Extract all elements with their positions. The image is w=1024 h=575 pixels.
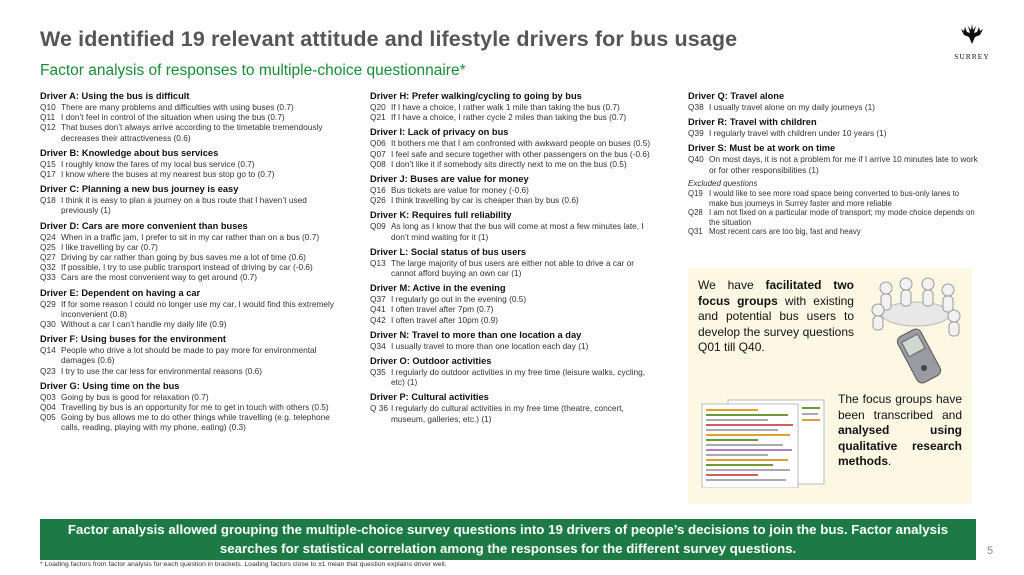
driver-title: Driver G: Using time on the bus	[40, 380, 180, 391]
question-number: Q30	[40, 319, 56, 330]
question-number: Q11	[40, 112, 56, 123]
question-text: I regularly go out in the evening (0.5)	[391, 294, 527, 305]
question-item	[370, 221, 660, 241]
question-text: Cars are the most convenient way to get around (0.7)	[61, 272, 258, 283]
driver-title: Driver P: Cultural activities	[370, 392, 489, 403]
driver-title: Driver B: Knowledge about bus services	[40, 147, 219, 158]
driver-title: Driver D: Cars are more convenient than buses	[40, 220, 248, 231]
driver-block	[40, 183, 340, 215]
slide-title: We identified 19 relevant attitude and lifestyle drivers for bus usage	[40, 27, 738, 51]
question-number: Q23	[40, 365, 56, 376]
question-text: Driving by car rather than going by bus saves me a lot of time (0.6)	[61, 252, 306, 263]
question-number: Q13	[370, 257, 386, 268]
driver-title: Driver S: Must be at work on time	[688, 143, 836, 154]
question-item	[370, 149, 660, 159]
driver-block	[40, 147, 340, 179]
question-number: Q33	[40, 272, 56, 283]
question-item	[40, 252, 340, 262]
driver-title: Driver E: Dependent on having a car	[40, 287, 201, 298]
transcription-text-a: The focus groups have been transcribed and	[838, 392, 962, 422]
question-number: Q34	[370, 340, 386, 351]
driver-title: Driver M: Active in the evening	[370, 283, 506, 294]
question-text: There are many problems and difficulties with using buses (0.7)	[61, 102, 294, 112]
question-item	[688, 154, 978, 174]
question-number: Q40	[688, 154, 704, 165]
university-logo	[950, 22, 994, 61]
meeting-people-icon	[866, 274, 964, 386]
question-item	[40, 232, 340, 242]
question-number: Q10	[40, 102, 56, 112]
question-text: On most days, it is not a problem for me if I arrive 10 minutes late to work or for other responsibilities (1)	[709, 154, 978, 175]
question-number: Q28	[688, 208, 703, 218]
driver-block	[40, 220, 340, 283]
question-number: Q37	[370, 294, 386, 305]
focus-group-text-a: We have	[698, 278, 766, 292]
driver-block	[688, 90, 978, 112]
question-text: The large majority of bus users are either not able to drive a car or cannot afford buying an own car (1)	[391, 257, 635, 279]
drivers-list	[688, 90, 978, 175]
question-item	[40, 159, 340, 169]
question-text: I roughly know the fares of my local bus service (0.7)	[61, 158, 255, 169]
question-text: That buses don’t always arrive according to the timetable tremendously decreases their attractiveness (0.6)	[61, 122, 323, 143]
question-text: Going by bus is good for relaxation (0.7)	[61, 391, 209, 402]
question-number: Q17	[40, 169, 56, 180]
question-item	[370, 195, 660, 205]
question-text: I regularly travel with children under 10 years (1)	[709, 128, 887, 139]
driver-title: Driver O: Outdoor activities	[370, 356, 492, 367]
question-text: If possible, I try to use public transport instead of driving by car (-0.6)	[61, 262, 313, 273]
question-item	[40, 392, 340, 402]
question-item	[370, 258, 660, 278]
question-item	[40, 169, 340, 179]
question-item	[688, 208, 978, 227]
question-item	[688, 128, 978, 138]
question-item	[40, 195, 340, 215]
question-text: I don’t feel in control of the situation when using the bus (0.7)	[61, 112, 285, 123]
driver-title: Driver F: Using buses for the environment	[40, 334, 226, 345]
question-text: Bus tickets are value for money (-0.6)	[391, 185, 529, 196]
question-item	[40, 262, 340, 272]
question-number: Q14	[40, 345, 56, 356]
driver-block	[40, 333, 340, 376]
question-item	[370, 102, 660, 112]
question-text: Most recent cars are too big, fast and heavy	[709, 227, 861, 237]
focus-group-text-b: facilitated two focus groups	[698, 278, 854, 308]
question-number: Q06	[370, 138, 386, 149]
question-number: Q16	[370, 185, 386, 196]
focus-group-text-c: with existing and potential bus users to develop the survey questions Q01 till Q40.	[698, 293, 854, 355]
question-text: As long as I know that the bus will come at most a few minutes late, I don’t mind waiting for it (1)	[391, 221, 644, 242]
question-item	[370, 294, 660, 304]
question-item	[688, 102, 978, 112]
question-item	[40, 366, 340, 376]
question-number: Q04	[40, 402, 56, 413]
transcription-text	[838, 392, 962, 470]
question-text: I often travel after 10pm (0.9)	[391, 314, 498, 325]
question-text: If I have a choice, I rather walk 1 mile than taking the bus (0.7)	[391, 102, 620, 112]
focus-group-panel	[688, 268, 972, 504]
excluded-list	[688, 189, 978, 237]
question-text: Going by bus allows me to do other things while travelling (e.g. telephone calls, reading, playing with my phone, eating) (0.3)	[61, 412, 330, 433]
transcription-text-c: .	[888, 454, 892, 469]
question-number: Q35	[370, 367, 386, 378]
question-item	[40, 299, 340, 319]
question-text: I would like to see more road space being converted to bus-only lanes to make bus journeys in Surrey faster and more reliable	[709, 189, 960, 208]
question-text: I usually travel to more than one location each day (1)	[391, 340, 589, 351]
driver-block	[370, 90, 660, 122]
logo-text: SURREY	[954, 52, 990, 61]
focus-group-text	[698, 278, 854, 356]
question-number: Q29	[40, 298, 56, 309]
question-item	[370, 185, 660, 195]
question-number: Q20	[370, 102, 386, 112]
question-number: Q12	[40, 122, 56, 133]
slide-subtitle: Factor analysis of responses to multiple-choice questionnaire*	[40, 62, 466, 79]
driver-block	[370, 246, 660, 278]
question-item	[40, 412, 340, 432]
question-text: I think it is easy to plan a journey on a bus route that I haven’t used previously (1)	[61, 195, 307, 216]
stag-icon	[959, 22, 985, 46]
driver-block	[688, 116, 978, 138]
driver-block	[370, 282, 660, 325]
driver-block	[40, 287, 340, 330]
question-text: People who drive a lot should be made to pay more for environmental damages (0.6)	[61, 345, 317, 366]
question-text: I regularly do cultural activities in my free time (theatre, concert, museum, galleries, etc.) (1)	[391, 403, 624, 424]
question-text: I don’t like it if somebody sits directly next to me on the bus (0.5)	[391, 158, 627, 169]
question-number: Q26	[370, 195, 386, 206]
question-text: If I have a choice, I rather cycle 2 miles than taking the bus (0.7)	[391, 112, 627, 123]
page-number: 5	[987, 545, 994, 557]
question-number: Q39	[688, 128, 704, 139]
question-number: Q05	[40, 412, 56, 423]
question-number: Q18	[40, 195, 56, 206]
question-number: Q15	[40, 158, 56, 169]
question-item	[370, 341, 660, 351]
question-item	[370, 315, 660, 325]
drivers-column-1	[40, 90, 340, 437]
driver-block	[40, 90, 340, 143]
driver-title: Driver R: Travel with children	[688, 117, 817, 128]
question-number: Q07	[370, 148, 386, 159]
question-item	[40, 112, 340, 122]
driver-block	[688, 142, 978, 174]
question-text: If for some reason I could no longer use my car, I would find this extremely inconvenient (0.8)	[61, 298, 335, 319]
question-item	[370, 138, 660, 148]
question-number: Q42	[370, 314, 386, 325]
question-text: I am not fixed on a particular mode of transport; my mode choice depends on the situation	[709, 208, 975, 227]
question-item	[40, 402, 340, 412]
question-text: I like travelling by car (0.7)	[61, 241, 158, 252]
question-number: Q 36	[370, 403, 388, 414]
question-item	[40, 242, 340, 252]
transcription-text-b: analysed using qualitative research methods	[838, 423, 962, 469]
footnote: * Loading factors from factor analysis for each question in brackets. Loading factors close to ±1 mean that question explains driver well.	[40, 561, 447, 568]
driver-block	[370, 355, 660, 387]
driver-block	[370, 209, 660, 241]
question-text: I think travelling by car is cheaper than by bus (0.6)	[391, 195, 579, 206]
question-item	[370, 159, 660, 169]
drivers-column-3	[688, 90, 978, 237]
question-number: Q21	[370, 112, 386, 123]
driver-block	[370, 126, 660, 169]
question-number: Q27	[40, 252, 56, 263]
question-item	[40, 319, 340, 329]
question-number: Q09	[370, 221, 386, 232]
question-item	[370, 403, 660, 423]
question-item	[370, 112, 660, 122]
question-number: Q08	[370, 158, 386, 169]
question-text: When in a traffic jam, I prefer to sit in my car rather than on a bus (0.7)	[61, 231, 320, 242]
driver-title: Driver C: Planning a new bus journey is easy	[40, 184, 239, 195]
question-item	[40, 102, 340, 112]
question-text: I try to use the car less for environmental reasons (0.6)	[61, 365, 263, 376]
question-text: I usually travel alone on my daily journeys (1)	[709, 102, 876, 112]
drivers-column-2	[370, 90, 660, 428]
question-number: Q03	[40, 391, 56, 402]
question-item	[370, 367, 660, 387]
question-item	[688, 227, 978, 237]
driver-block	[40, 380, 340, 433]
question-number: Q19	[688, 189, 703, 199]
question-item	[40, 272, 340, 282]
question-number: Q25	[40, 241, 56, 252]
question-number: Q24	[40, 231, 56, 242]
transcript-document-icon	[698, 398, 828, 488]
excluded-title: Excluded questions	[688, 178, 758, 188]
question-text: It bothers me that I am confronted with awkward people on buses (0.5)	[391, 138, 651, 149]
question-text: I know where the buses at my nearest bus stop go to (0.7)	[61, 169, 275, 180]
driver-title: Driver L: Social status of bus users	[370, 246, 527, 257]
question-item	[688, 189, 978, 208]
driver-title: Driver I: Lack of privacy on bus	[370, 127, 509, 138]
driver-block	[370, 391, 660, 423]
driver-block	[370, 173, 660, 205]
question-number: Q38	[688, 102, 704, 112]
question-item	[40, 122, 340, 142]
question-number: Q32	[40, 262, 56, 273]
question-number: Q31	[688, 227, 703, 237]
driver-title: Driver N: Travel to more than one location a day	[370, 329, 582, 340]
excluded-questions	[688, 179, 978, 237]
question-text: Without a car I can’t handle my daily life (0.9)	[61, 319, 227, 330]
driver-title: Driver Q: Travel alone	[688, 91, 785, 101]
question-text: I regularly do outdoor activities in my free time (leisure walks, cycling, etc) (1)	[391, 367, 646, 388]
question-text: I often travel after 7pm (0.7)	[391, 304, 494, 315]
driver-title: Driver K: Requires full reliability	[370, 210, 512, 221]
driver-block	[370, 329, 660, 351]
question-text: Travelling by bus is an opportunity for me to get in touch with others (0.5)	[61, 402, 329, 413]
question-text: I feel safe and secure together with other passengers on the bus (-0.6)	[391, 148, 650, 159]
question-item	[370, 304, 660, 314]
question-item	[40, 345, 340, 365]
driver-title: Driver H: Prefer walking/cycling to going by bus	[370, 91, 582, 101]
question-number: Q41	[370, 304, 386, 315]
conclusion-banner: Factor analysis allowed grouping the multiple-choice survey questions into 19 drivers of people’s decisions to join the bus. Factor analysis searches for statistical correlation among the responses for the different survey questions.	[40, 519, 976, 560]
driver-title: Driver A: Using the bus is difficult	[40, 91, 190, 101]
driver-title: Driver J: Buses are value for money	[370, 174, 529, 185]
